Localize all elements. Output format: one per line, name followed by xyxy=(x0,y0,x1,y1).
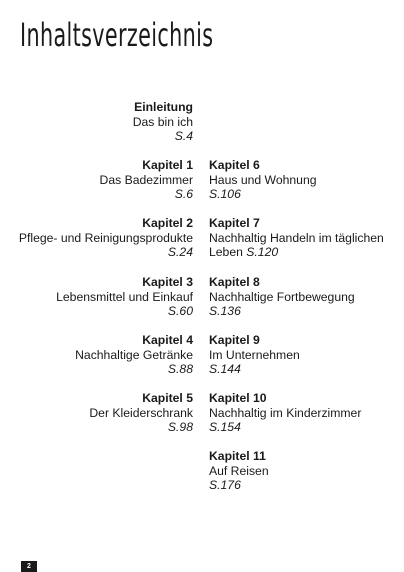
toc-text: Nachhaltige Fortbewegung xyxy=(209,289,355,304)
toc-entry-kapitel-2[interactable] xyxy=(19,216,193,260)
toc-text: Nachhaltig im Kinderzimmer xyxy=(209,405,362,420)
toc-page: S.144 xyxy=(209,362,241,377)
toc-heading: Kapitel 5 xyxy=(142,391,193,405)
toc-page: S.88 xyxy=(167,362,193,377)
toc-heading: Kapitel 9 xyxy=(209,333,260,347)
toc-text: Lebensmittel und Einkauf xyxy=(56,289,193,304)
toc-entry-kapitel-3[interactable] xyxy=(56,275,193,319)
toc-heading: Kapitel 4 xyxy=(142,333,193,347)
page-title: Inhaltsverzeichnis xyxy=(20,16,214,54)
toc-heading: Kapitel 3 xyxy=(142,275,193,289)
toc-page: S.24 xyxy=(167,245,193,260)
toc-text: Im Unternehmen xyxy=(209,347,300,362)
toc-page: S.176 xyxy=(209,478,241,493)
toc-entry-kapitel-4[interactable] xyxy=(75,333,193,377)
toc-entry-kapitel-6[interactable] xyxy=(209,158,317,202)
toc-text: Nachhaltig Handeln im täglichen xyxy=(209,230,384,245)
toc-heading: Kapitel 6 xyxy=(209,158,260,172)
toc-page: S.154 xyxy=(209,420,241,435)
toc-entry-kapitel-7[interactable] xyxy=(209,216,384,260)
toc-text: Das bin ich xyxy=(132,114,193,129)
toc-entry-kapitel-9[interactable] xyxy=(209,333,300,377)
toc-text: Pflege- und Reinigungsprodukte xyxy=(18,230,193,245)
toc-text: Der Kleiderschrank xyxy=(89,405,193,420)
toc-page: S.60 xyxy=(167,304,193,319)
toc-heading: Kapitel 7 xyxy=(209,216,260,230)
toc-entry-einleitung[interactable] xyxy=(133,100,193,144)
toc-entry-kapitel-10[interactable] xyxy=(209,391,361,435)
toc-text: Haus und Wohnung xyxy=(209,172,317,187)
toc-entry-kapitel-8[interactable] xyxy=(209,275,355,319)
toc-heading: Kapitel 8 xyxy=(209,275,260,289)
toc-heading: Kapitel 10 xyxy=(209,391,267,405)
toc-entry-kapitel-5[interactable] xyxy=(89,391,193,435)
toc-heading: Kapitel 11 xyxy=(209,449,266,463)
page-number-badge: 2 xyxy=(21,561,37,572)
toc-entry-kapitel-11[interactable] xyxy=(209,449,269,493)
toc-page: S.120 xyxy=(246,245,279,260)
toc-page: S.6 xyxy=(174,187,193,202)
toc-page: S.106 xyxy=(209,187,241,202)
toc-heading: Kapitel 2 xyxy=(142,216,193,230)
toc-page: S.4 xyxy=(174,129,193,144)
toc-text-continued: Leben xyxy=(209,245,243,260)
toc-text: Nachhaltige Getränke xyxy=(75,347,193,362)
toc-text: Das Badezimmer xyxy=(99,172,193,187)
toc-page: S.98 xyxy=(167,420,193,435)
toc-page: S.136 xyxy=(209,304,241,319)
toc-text: Auf Reisen xyxy=(209,463,269,478)
toc-heading: Einleitung xyxy=(134,100,193,114)
toc-heading: Kapitel 1 xyxy=(142,158,193,172)
toc-entry-kapitel-1[interactable] xyxy=(100,158,193,202)
